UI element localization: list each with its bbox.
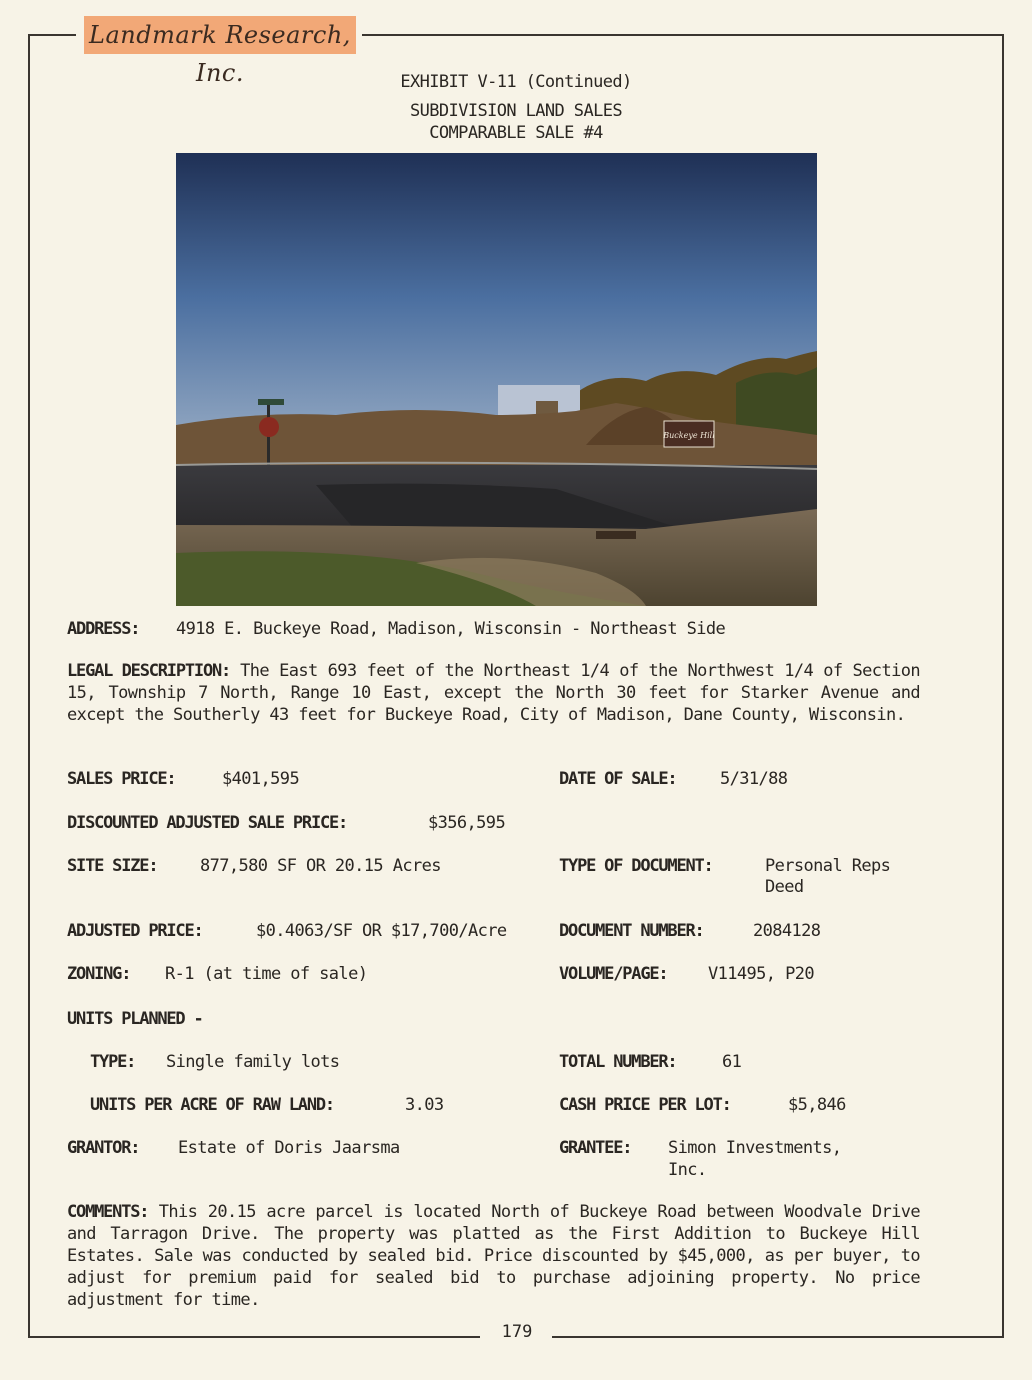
type-of-document-value-2: Deed [765, 877, 804, 897]
discounted-price-label: DISCOUNTED ADJUSTED SALE PRICE: [67, 813, 348, 833]
sign-text: Buckeye Hill [663, 431, 715, 440]
frame-right [1002, 34, 1004, 1338]
total-number-value: 61 [722, 1052, 742, 1072]
grantee-value-1: Simon Investments, [668, 1138, 842, 1158]
comments [67, 1201, 920, 1311]
page-number: 179 [501, 1322, 533, 1342]
legal-value: The East 693 feet of the Northeast 1/4 of the Northwest 1/4 of Section 15, Township 7 North, Range 10 East, except the North 30 feet for Starker Avenue and except the Southerly 43 feet for Buckeye Road, City of Madison, Dane County, Wisconsin. [67, 661, 920, 725]
grantee-label: GRANTEE: [559, 1138, 632, 1158]
comments-label: COMMENTS: [67, 1202, 149, 1222]
site-size-value: 877,580 SF OR 20.15 Acres [200, 856, 441, 876]
frame-top-right [362, 34, 1004, 36]
address-value: 4918 E. Buckeye Road, Madison, Wisconsin - Northeast Side [176, 619, 726, 639]
grantor-label: GRANTOR: [67, 1138, 140, 1158]
site-size-label: SITE SIZE: [67, 856, 158, 876]
section-title: SUBDIVISION LAND SALES [410, 101, 622, 121]
adjusted-price-label: ADJUSTED PRICE: [67, 921, 203, 941]
adjusted-price-value: $0.4063/SF OR $17,700/Acre [256, 921, 507, 941]
units-planned-label: UNITS PLANNED - [67, 1009, 203, 1029]
type-label: TYPE: [90, 1052, 136, 1072]
frame-bottom-left [28, 1336, 480, 1338]
date-of-sale-label: DATE OF SALE: [559, 769, 677, 789]
date-of-sale-value: 5/31/88 [720, 769, 788, 789]
property-photo-svg [176, 153, 817, 606]
document-number-value: 2084128 [753, 921, 821, 941]
address-label: ADDRESS: [67, 619, 140, 639]
cash-price-per-lot-value: $5,846 [788, 1095, 846, 1115]
volume-page-value: V11495, P20 [708, 964, 814, 984]
type-value: Single family lots [166, 1052, 340, 1072]
units-per-acre-label: UNITS PER ACRE OF RAW LAND: [90, 1095, 334, 1115]
street-sign [258, 399, 284, 405]
sales-price-value: $401,595 [222, 769, 300, 789]
legal-description [67, 660, 920, 726]
discounted-price-value: $356,595 [428, 813, 506, 833]
total-number-label: TOTAL NUMBER: [559, 1052, 677, 1072]
exhibit-title: EXHIBIT V-11 (Continued) [400, 72, 632, 92]
volume-page-label: VOLUME/PAGE: [559, 964, 668, 984]
drain-grate [596, 531, 636, 539]
document-number-label: DOCUMENT NUMBER: [559, 921, 704, 941]
comparable-title: COMPARABLE SALE #4 [429, 123, 603, 143]
property-photo [176, 153, 817, 606]
comments-value: This 20.15 acre parcel is located North of Buckeye Road between Woodvale Drive and Tarragon Drive. The property was platted as the First Addition to Buckeye Hill Estates. Sale was conducted by sealed bid. Price discounted by $45,000, as per buyer, to adjust for premium paid for sealed bid to purchase adjoining property. No price adjustment for time. [67, 1202, 920, 1310]
frame-top-left [28, 34, 76, 36]
type-of-document-value-1: Personal Reps [765, 856, 891, 876]
type-of-document-label: TYPE OF DOCUMENT: [559, 856, 713, 876]
frame-left [28, 34, 30, 1338]
legal-label: LEGAL DESCRIPTION: [67, 661, 231, 681]
grantee-value-2: Inc. [668, 1160, 707, 1180]
frame-bottom-right [552, 1336, 1004, 1338]
company-logo: Landmark Research, Inc. [84, 16, 356, 54]
zoning-value: R-1 (at time of sale) [165, 964, 368, 984]
stop-sign [259, 417, 279, 437]
grantor-value: Estate of Doris Jaarsma [178, 1138, 400, 1158]
units-per-acre-value: 3.03 [405, 1095, 444, 1115]
cash-price-per-lot-label: CASH PRICE PER LOT: [559, 1095, 731, 1115]
sales-price-label: SALES PRICE: [67, 769, 176, 789]
zoning-label: ZONING: [67, 964, 131, 984]
